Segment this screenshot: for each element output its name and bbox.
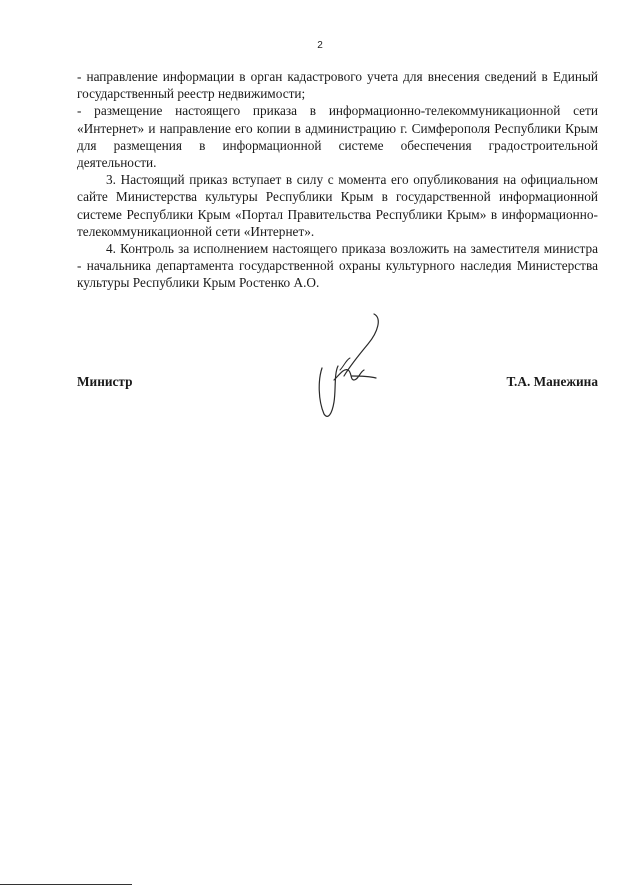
paragraph-item-4: 4. Контроль за исполнением настоящего приказа возложить на заместителя министра - начальника департамента государственной охраны культурного наследия Министерства культуры Республики Крым Ростенко А.О. xyxy=(77,241,598,291)
footer-divider xyxy=(0,884,132,885)
page-number: 2 xyxy=(317,40,323,51)
paragraph-item-3: 3. Настоящий приказ вступает в силу с момента его опубликования на официальном сайте Министерства культуры Республики Крым в государственной информационной системе Республики Крым «Портал Правительства Республики Крым» в информационно-телекоммуникационной сети «Интернет». xyxy=(77,172,598,239)
document-body xyxy=(77,68,598,292)
paragraph-publication-internet: - размещение настоящего приказа в информационно-телекоммуникационной сети «Интернет» и направление его копии в администрацию г. Симферополя Республики Крым для размещения в информационной системе обеспечения градостроительной деятельности. xyxy=(77,103,598,171)
signer-role: Министр xyxy=(77,374,133,389)
signature-block xyxy=(77,374,598,394)
handwritten-signature-icon xyxy=(312,310,392,422)
signer-name: Т.А. Манежина xyxy=(506,374,598,389)
paragraph-cadastral-info: - направление информации в орган кадастрового учета для внесения сведений в Единый государственный реестр недвижимости; xyxy=(77,69,598,102)
